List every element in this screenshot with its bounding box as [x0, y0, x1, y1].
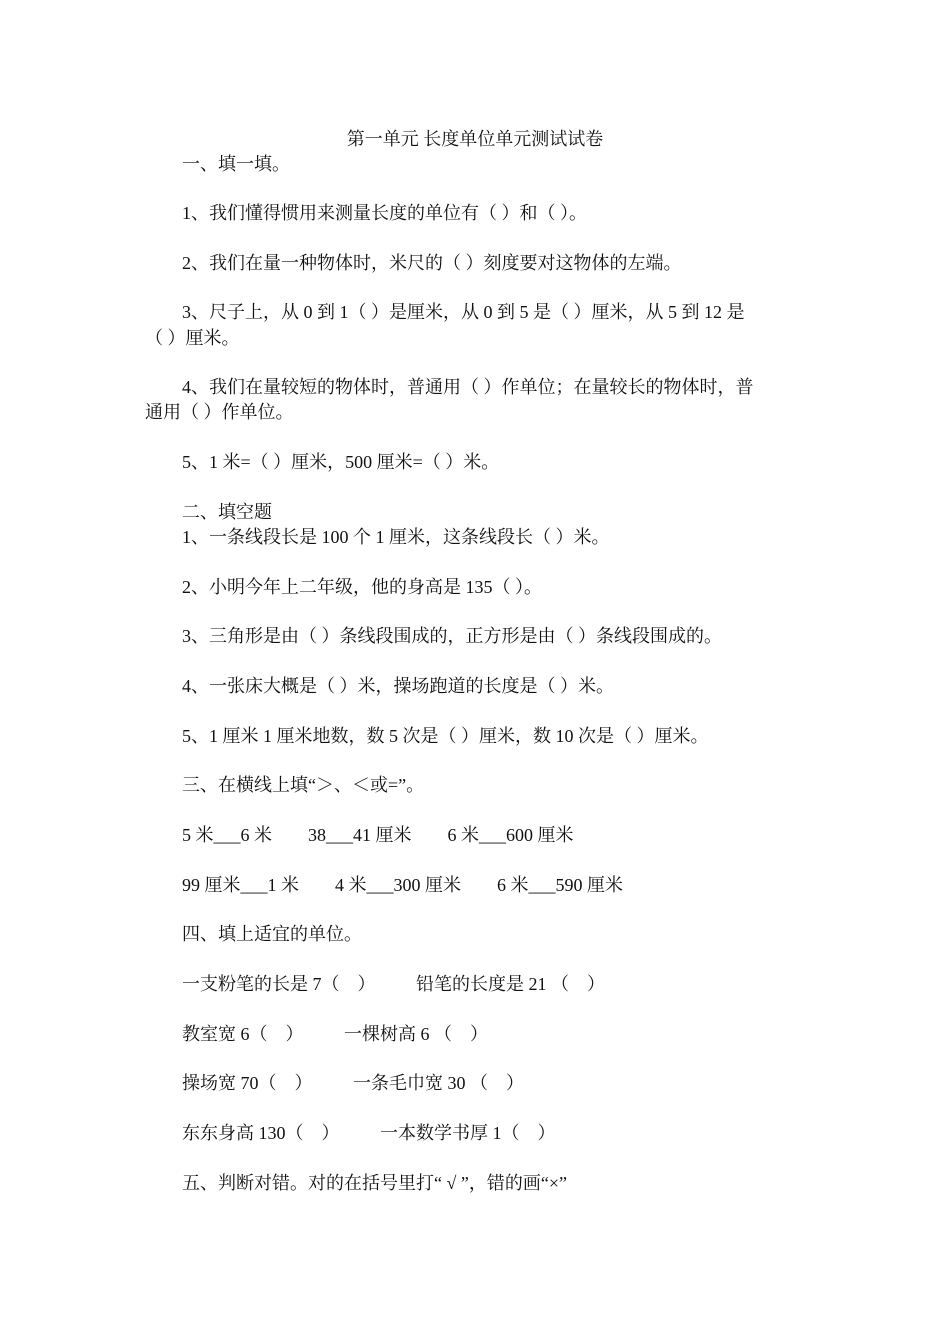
section-1-question-4-line-1: 4、我们在量较短的物体时，普通用（ ）作单位；在量较长的物体时，普	[182, 377, 754, 397]
section-4-row-2: 教室宽 6（ ） 一棵树高 6 （ ）	[182, 1024, 488, 1044]
section-4-row-4: 东东身高 130（ ） 一本数学书厚 1（ ）	[182, 1123, 556, 1143]
section-3-row-1: 5 米___6 米 38___41 厘米 6 米___600 厘米	[182, 825, 574, 845]
section-2-heading: 二、填空题	[182, 502, 272, 522]
section-1-question-1: 1、我们懂得惯用来测量长度的单位有（ ）和（ ）。	[182, 203, 587, 223]
section-5-heading: 五、判断对错。对的在括号里打“ √ ”，错的画“×”	[182, 1173, 567, 1193]
document-title: 第一单元 长度单位单元测试试卷	[346, 129, 604, 149]
section-3-row-2: 99 厘米___1 米 4 米___300 厘米 6 米___590 厘米	[182, 875, 623, 895]
section-1-question-3-line-1: 3、尺子上，从 0 到 1（ ）是厘米，从 0 到 5 是（ ）厘米，从 5 到 12 是	[182, 302, 745, 322]
section-4-row-1: 一支粉笔的长是 7（ ） 铅笔的长度是 21 （ ）	[182, 974, 605, 994]
section-4-heading: 四、填上适宜的单位。	[182, 924, 362, 944]
section-4-row-3: 操场宽 70（ ） 一条毛巾宽 30 （ ）	[182, 1073, 524, 1093]
section-1-question-5: 5、1 米=（ ）厘米，500 厘米=（ ）米。	[182, 452, 500, 472]
section-2-question-4: 4、一张床大概是（ ）米，操场跑道的长度是（ ）米。	[182, 676, 614, 696]
section-2-question-1: 1、一条线段长是 100 个 1 厘米，这条线段长（ ）米。	[182, 527, 610, 547]
section-2-question-5: 5、1 厘米 1 厘米地数，数 5 次是（ ）厘米，数 10 次是（ ）厘米。	[182, 726, 709, 746]
section-1-heading: 一、填一填。	[182, 154, 290, 174]
section-1-question-4-line-2: 通用（ ）作单位。	[145, 402, 294, 422]
section-2-question-2: 2、小明今年上二年级，他的身高是 135（ ）。	[182, 577, 542, 597]
section-3-heading: 三、在横线上填“＞、＜或=”。	[182, 775, 425, 795]
section-2-question-3: 3、三角形是由（ ）条线段围成的，正方形是由（ ）条线段围成的。	[182, 626, 722, 646]
section-1-question-3-line-2: （ ）厘米。	[145, 328, 240, 348]
section-1-question-2: 2、我们在量一种物体时，米尺的（ ）刻度要对这物体的左端。	[182, 253, 682, 273]
